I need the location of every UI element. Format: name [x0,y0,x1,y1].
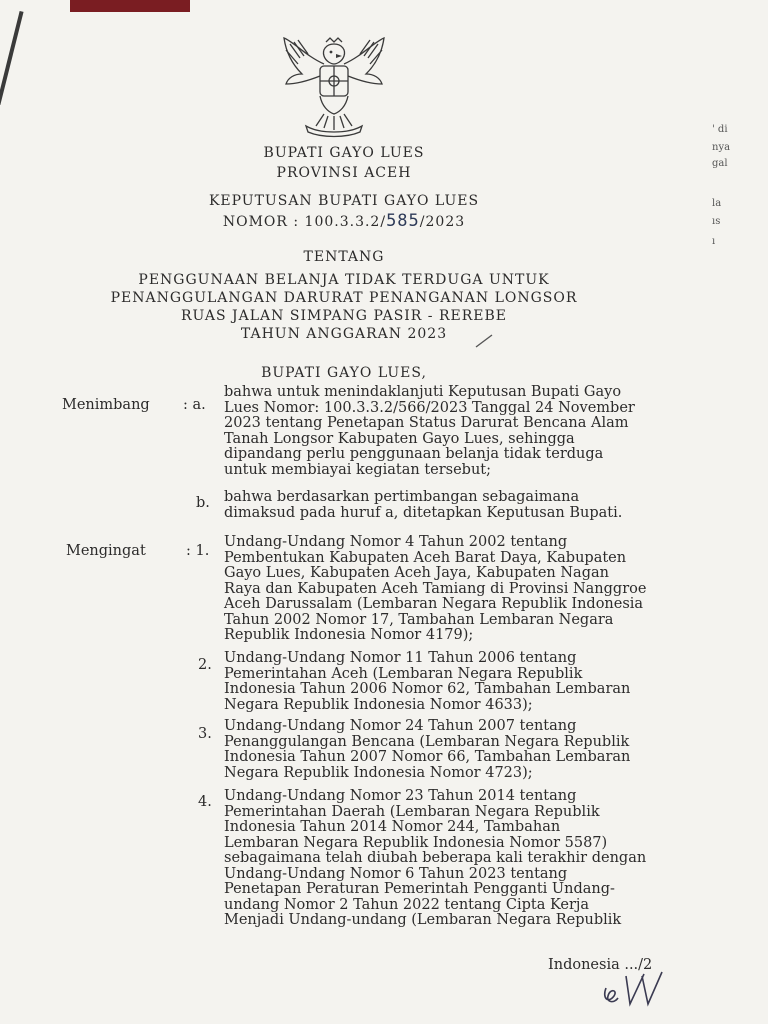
decree-number-prefix: NOMOR : 100.3.3.2/ [222,214,387,230]
text-line: Tanah Longsor Kabupaten Gayo Lues, sehingga [224,430,575,447]
item-marker: b. [196,495,210,511]
decree-number-suffix: /2023 [419,214,466,230]
text-line: undang Nomor 2 Tahun 2022 tentang Cipta Kerja [224,896,590,913]
item-marker: 2. [198,657,212,673]
text-line: Indonesia Tahun 2014 Nomor 244, Tambahan [224,819,561,835]
menimbang-item-a [224,385,648,478]
subject-line: TAHUN ANGGARAN 2023 [240,326,448,342]
text-line: untuk membiayai kegiatan tersebut; [224,461,492,478]
text-line: Undang-Undang Nomor 24 Tahun 2007 tentang [224,718,577,734]
margin-fragment: ıs [712,216,721,227]
text-line: Aceh Darussalam (Lembaran Negara Republik Indonesia [224,596,644,612]
text-line: Republik Indonesia Nomor 4179); [224,627,474,643]
text-line: Pemerintahan Daerah (Lembaran Negara Republik [224,803,600,820]
text-line: Indonesia Tahun 2007 Nomor 66, Tambahan Lembaran [224,749,631,765]
mengingat-item-1 [224,535,648,644]
section-label-mengingat: Mengingat [66,543,146,559]
authority-line: BUPATI GAYO LUES, [261,365,427,381]
decree-title: KEPUTUSAN BUPATI GAYO LUES [208,193,480,209]
subject-line: PENGGUNAAN BELANJA TIDAK TERDUGA UNTUK [138,272,550,288]
text-line: Undang-Undang Nomor 6 Tahun 2023 tentang [224,865,568,882]
item-marker: : 1. [186,543,210,559]
text-line: Penetapan Peraturan Pemerintah Pengganti Undang- [224,881,615,897]
item-marker: : a. [183,397,206,413]
mengingat-item-2 [224,651,648,713]
decree-number [0,211,728,231]
item-marker: 4. [198,794,212,810]
pen-tick-mark-icon [474,333,494,349]
text-line: Pemerintahan Aceh (Lembaran Negara Republik [224,665,583,682]
section-label-menimbang: Menimbang [62,397,150,413]
text-line: bahwa berdasarkan pertimbangan sebagaimana [224,489,580,505]
text-line: Undang-Undang Nomor 23 Tahun 2014 tentang [224,788,577,804]
text-line: Penanggulangan Bencana (Lembaran Negara Republik [224,733,630,750]
margin-fragment: ' di [712,124,728,135]
tentang-heading: TENTANG [303,249,385,265]
text-line: dipandang perlu penggunaan belanja tidak terduga [224,446,604,462]
text-line: bahwa untuk menindaklanjuti Keputusan Bupati Gayo [224,384,622,400]
text-line: Negara Republik Indonesia Nomor 4723); [224,764,533,781]
text-line: Gayo Lues, Kabupaten Aceh Jaya, Kabupaten Nagan [224,565,609,581]
initial-paraf-icon [600,968,670,1008]
text-line: 2023 tentang Penetapan Status Darurat Bencana Alam [224,415,629,431]
menimbang-item-b [224,490,648,521]
item-marker: 3. [198,726,212,742]
next-page-marker: Indonesia .../2 [548,957,653,973]
text-line: sebagaimana telah diubah beberapa kali terakhir dengan [224,850,647,866]
text-line: Pembentukan Kabupaten Aceh Barat Daya, Kabupaten [224,549,627,566]
scan-edge-stroke [0,11,24,105]
text-line: Tahun 2002 Nomor 17, Tambahan Lembaran Negara [224,611,614,628]
text-line: Lues Nomor: 100.3.3.2/566/2023 Tanggal 24 November [224,399,635,416]
text-line: Undang-Undang Nomor 4 Tahun 2002 tentang [224,534,568,550]
text-line: Lembaran Negara Republik Indonesia Nomor 5587) [224,834,608,851]
text-line: Indonesia Tahun 2006 Nomor 62, Tambahan Lembaran [224,681,631,697]
garuda-emblem-icon [276,34,392,138]
margin-fragment: ı [712,236,716,247]
subject-line: RUAS JALAN SIMPANG PASIR - REREBE [180,308,508,324]
text-line: Negara Republik Indonesia Nomor 4633); [224,696,533,713]
province-title: PROVINSI ACEH [276,165,412,181]
margin-fragment: la [712,198,722,209]
scan-edge-mark [70,0,190,12]
text-line: Raya dan Kabupaten Aceh Tamiang di Provinsi Nanggroe [224,580,647,597]
text-line: dimaksud pada huruf a, ditetapkan Keputusan Bupati. [224,504,623,521]
subject-line: PENANGGULANGAN DARURAT PENANGANAN LONGSOR [110,290,578,306]
decree-number-handwritten: 585 [386,211,420,231]
margin-fragment: nya [712,142,731,153]
regent-title: BUPATI GAYO LUES [263,145,425,161]
text-line: Menjadi Undang-undang (Lembaran Negara Republik [224,912,622,928]
mengingat-item-4 [224,789,648,929]
text-line: Undang-Undang Nomor 11 Tahun 2006 tentang [224,650,577,666]
margin-fragment: gal [712,158,728,169]
mengingat-item-3 [224,719,648,781]
